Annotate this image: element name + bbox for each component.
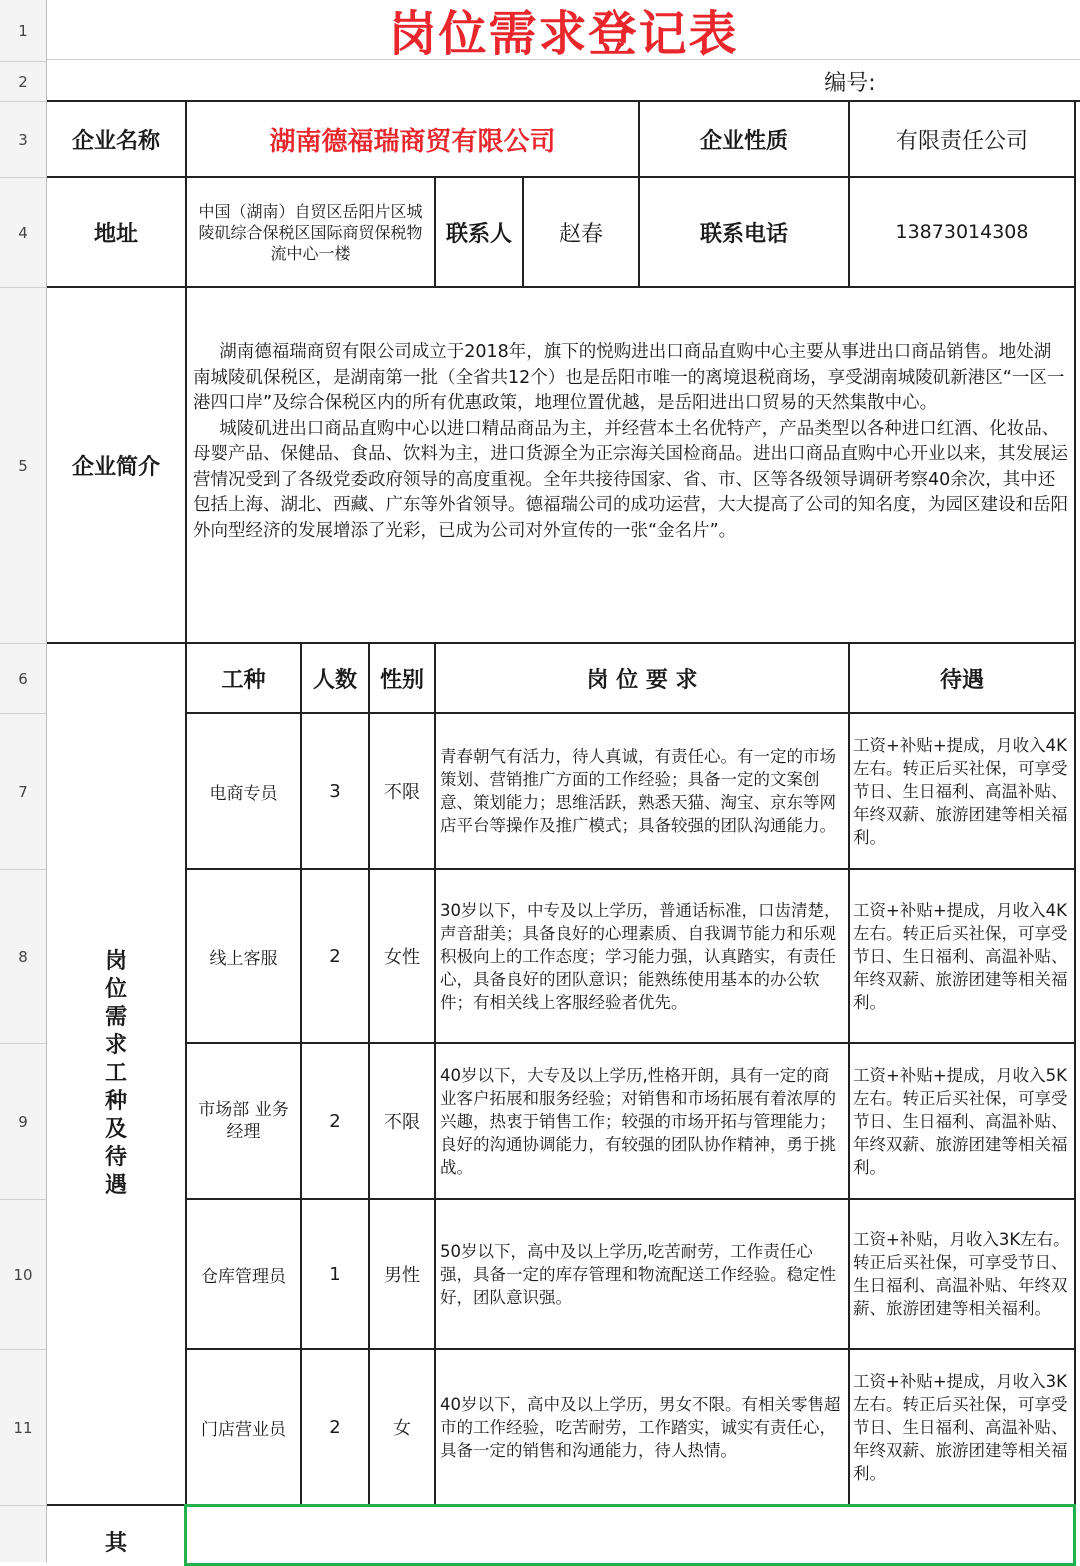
job-requirements: 30岁以下，中专及以上学历，普通话标准，口齿清楚，声音甜美；具备良好的心理素质、自我调节能力和乐观积极向上的工作态度；学习能力强，认真踏实，有责任心，具备良好的团队意识；能熟练使用基本的办公软件；有相关线上客服经验者优先。	[440, 900, 841, 1012]
header-job: 工种	[187, 644, 302, 714]
header-gender: 性别	[370, 644, 436, 714]
other-label: 其	[104, 1531, 127, 1556]
job-benefits-cell	[850, 1200, 1076, 1350]
job-requirements: 青春朝气有活力，待人真诚，有责任心。有一定的市场策划、营销推广方面的工作经验；具备一定的文案创意、策划能力；思维活跃，熟悉天猫、淘宝、京东等网店平台等操作及推广模式；具备较强的团队沟通能力。	[440, 747, 836, 835]
job-requirements: 50岁以下，高中及以上学历,吃苦耐劳，工作责任心强，具备一定的库存管理和物流配送工作经验。稳定性好，团队意识强。	[440, 1241, 836, 1307]
serial-value[interactable]	[920, 62, 1080, 102]
job-benefits: 工资+补贴+提成，月收入3K左右。转正后买社保，可享受节日、生日福利、高温补贴、年终双薪、旅游团建等相关福利。	[853, 1371, 1068, 1483]
job-benefits: 工资+补贴+提成，月收入5K左右。转正后买社保，可享受节日、生日福利、高温补贴、年终双薪、旅游团建等相关福利。	[853, 1065, 1068, 1177]
row-number[interactable]: 6	[0, 644, 46, 714]
job-title: 仓库管理员	[187, 1200, 302, 1350]
row-number[interactable]: 9	[0, 1044, 46, 1200]
row-number[interactable]: 5	[0, 288, 46, 644]
job-benefits-cell	[850, 870, 1076, 1044]
job-requirements-cell	[436, 1350, 850, 1506]
job-benefits: 工资+补贴+提成，月收入4K左右。转正后买社保，可享受节日、生日福利、高温补贴、年终双薪、旅游团建等相关福利。	[853, 900, 1068, 1012]
job-requirements: 40岁以下，高中及以上学历，男女不限。有相关零售超市的工作经验，吃苦耐劳，工作踏实，诚实有责任心，具备一定的销售和沟通能力，待人热情。	[440, 1394, 841, 1460]
address-label: 地址	[47, 178, 187, 288]
address: 中国（湖南）自贸区岳阳片区城陵矶综合保税区国际商贸保税物流中心一楼	[187, 178, 436, 288]
job-requirements: 40岁以下，大专及以上学历,性格开朗，具有一定的商业客户拓展和服务经验；对销售和市场拓展有着浓厚的兴趣，热衷于销售工作；较强的市场开拓与管理能力；良好的沟通协调能力，有较强的团队协作精神，勇于挑战。	[440, 1065, 836, 1177]
contact-name: 赵春	[524, 178, 640, 288]
row-number[interactable]: 4	[0, 178, 46, 288]
company-name-label: 企业名称	[47, 102, 187, 178]
phone-number: 13873014308	[850, 178, 1076, 288]
row-number[interactable]: 2	[0, 62, 46, 102]
job-gender: 男性	[370, 1200, 436, 1350]
phone-label: 联系电话	[640, 178, 850, 288]
header-benefits: 待遇	[850, 644, 1076, 714]
form-title: 岗位需求登记表	[47, 0, 1080, 60]
company-name: 湖南德福瑞商贸有限公司	[187, 102, 640, 178]
job-benefits-cell	[850, 1350, 1076, 1506]
company-intro	[187, 288, 1076, 644]
jobs-section-label-cell	[47, 644, 187, 1506]
intro-label: 企业简介	[47, 288, 187, 644]
job-count: 2	[302, 1350, 370, 1506]
row-number[interactable]	[0, 1506, 46, 1562]
job-gender: 女	[370, 1350, 436, 1506]
job-benefits-cell	[850, 1044, 1076, 1200]
job-gender: 不限	[370, 714, 436, 870]
job-benefits-cell	[850, 714, 1076, 870]
serial-row-blank	[47, 62, 780, 102]
other-label-cell	[47, 1506, 187, 1562]
row-number-gutter	[0, 0, 47, 1562]
job-count: 2	[302, 1044, 370, 1200]
intro-paragraph-1: 湖南德福瑞商贸有限公司成立于2018年，旗下的悦购进出口商品直购中心主要从事进出口商品销售。地处湖南城陵矶保税区，是湖南第一批（全省共12个）也是岳阳市唯一的离境退税商场，享受湖南城陵矶新港区“一区一港四口岸”及综合保税区内的所有优惠政策，地理位置优越，是岳阳进出口贸易的天然集散中心。	[193, 342, 1065, 413]
job-gender: 女性	[370, 870, 436, 1044]
row-number[interactable]: 8	[0, 870, 46, 1044]
job-requirements-cell	[436, 870, 850, 1044]
serial-label: 编号:	[780, 62, 920, 102]
row-number[interactable]: 10	[0, 1200, 46, 1350]
job-count: 1	[302, 1200, 370, 1350]
row-number[interactable]: 3	[0, 102, 46, 178]
intro-paragraph-2: 城陵矶进出口商品直购中心以进口精品商品为主，并经营本土名优特产，产品类型以各种进口红酒、化妆品、母婴产品、保健品、食品、饮料为主，进口货源全为正宗海关国检商品。进出口商品直购中心开业以来，其发展运营情况受到了各级党委政府领导的高度重视。全年共接待国家、省、市、区等各级领导调研考察40余次，其中还包括上海、湖北、西藏、广东等外省领导。德福瑞公司的成功运营，大大提高了公司的知名度，为园区建设和岳阳外向型经济的发展增添了光彩，已成为公司对外宣传的一张“金名片”。	[193, 418, 1068, 541]
job-gender: 不限	[370, 1044, 436, 1200]
job-title: 市场部 业务经理	[187, 1044, 302, 1200]
job-requirements-cell	[436, 1200, 850, 1350]
header-count: 人数	[302, 644, 370, 714]
header-requirements: 岗 位 要 求	[436, 644, 850, 714]
company-type-label: 企业性质	[640, 102, 850, 178]
company-type: 有限责任公司	[850, 102, 1076, 178]
job-count: 2	[302, 870, 370, 1044]
row-number[interactable]: 7	[0, 714, 46, 870]
contact-label: 联系人	[436, 178, 524, 288]
job-requirements-cell	[436, 1044, 850, 1200]
row-number[interactable]: 1	[0, 0, 46, 62]
selected-cell[interactable]	[184, 1504, 1076, 1566]
job-title: 门店营业员	[187, 1350, 302, 1506]
jobs-section-label: 岗位需求工种及待遇	[104, 949, 127, 1198]
job-requirements-cell	[436, 714, 850, 870]
job-benefits: 工资+补贴，月收入3K左右。转正后买社保，可享受节日、生日福利、高温补贴、年终双薪、旅游团建等相关福利。	[853, 1230, 1070, 1318]
job-count: 3	[302, 714, 370, 870]
row-number[interactable]: 11	[0, 1350, 46, 1506]
job-title: 电商专员	[187, 714, 302, 870]
job-title: 线上客服	[187, 870, 302, 1044]
job-benefits: 工资+补贴+提成，月收入4K左右。转正后买社保，可享受节日、生日福利、高温补贴、年终双薪、旅游团建等相关福利。	[853, 735, 1068, 847]
